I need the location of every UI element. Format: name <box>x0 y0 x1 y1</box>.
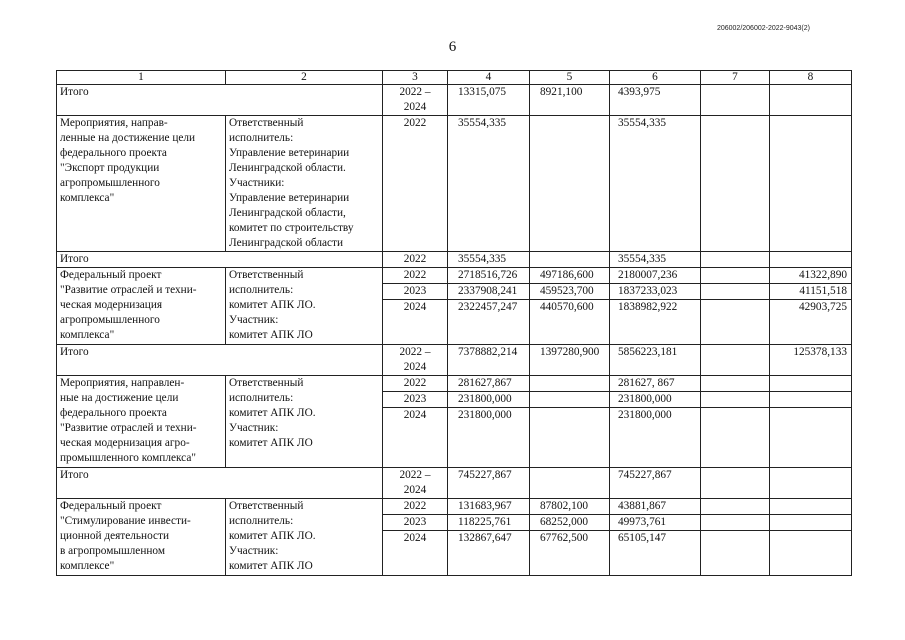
value-cell <box>770 499 852 515</box>
year-cell: 2024 <box>383 408 448 468</box>
value-cell <box>770 392 852 408</box>
value-cell: 131683,967 <box>448 499 530 515</box>
value-cell: 281627, 867 <box>610 376 701 392</box>
value-cell <box>770 85 852 116</box>
executor-cell: Ответственный исполнитель: комитет АПК ЛО. Участник: комитет АПК ЛО <box>226 499 383 576</box>
project-label: Федеральный проект "Стимулирование инвести- ционной деятельности в агропромышленном комплексе" <box>57 499 226 576</box>
header-cell: 2 <box>226 71 383 85</box>
value-cell <box>701 499 770 515</box>
executor-cell: Ответственный исполнитель: Управление ветеринарии Ленинградской области. Участники: Управление ветеринарии Ленинградской области, комитет по строительству Ленинградской области <box>226 116 383 252</box>
total-label: Итого <box>57 345 383 376</box>
value-cell: 497186,600 <box>530 268 610 284</box>
year-cell: 2023 <box>383 515 448 531</box>
header-cell: 6 <box>610 71 701 85</box>
executor-cell: Ответственный исполнитель: комитет АПК ЛО. Участник: комитет АПК ЛО <box>226 376 383 468</box>
value-cell <box>530 376 610 392</box>
table-row <box>57 116 852 252</box>
value-cell <box>701 284 770 300</box>
year-cell: 2022 <box>383 268 448 284</box>
table-row <box>57 499 852 515</box>
value-cell: 8921,100 <box>530 85 610 116</box>
year-cell: 2022 <box>383 376 448 392</box>
value-cell <box>530 468 610 499</box>
value-cell: 49973,761 <box>610 515 701 531</box>
value-cell: 2337908,241 <box>448 284 530 300</box>
value-cell <box>770 531 852 576</box>
value-cell: 5856223,181 <box>610 345 701 376</box>
document-registration-code: 206002/206002-2022-9043(2) <box>716 25 810 32</box>
value-cell <box>701 345 770 376</box>
activity-label: Мероприятия, направлен- ные на достижение цели федерального проекта "Развитие отраслей и техни- ческая модернизация агро- промышленного комплекса" <box>57 376 226 468</box>
value-cell: 87802,100 <box>530 499 610 515</box>
header-cell: 7 <box>701 71 770 85</box>
value-cell: 1837233,023 <box>610 284 701 300</box>
value-cell: 35554,335 <box>448 116 530 252</box>
value-cell <box>770 515 852 531</box>
value-cell: 231800,000 <box>448 392 530 408</box>
value-cell <box>701 252 770 268</box>
year-cell: 2022 – 2024 <box>383 345 448 376</box>
page-number: 6 <box>448 39 457 55</box>
value-cell: 2718516,726 <box>448 268 530 284</box>
value-cell: 231800,000 <box>610 408 701 468</box>
value-cell: 65105,147 <box>610 531 701 576</box>
year-cell: 2024 <box>383 531 448 576</box>
value-cell: 13315,075 <box>448 85 530 116</box>
value-cell: 43881,867 <box>610 499 701 515</box>
table-row <box>57 252 852 268</box>
table-row <box>57 85 852 116</box>
activity-label: Мероприятия, направ- ленные на достижение цели федерального проекта "Экспорт продукции агропромышленного комплекса" <box>57 116 226 252</box>
project-label: Федеральный проект "Развитие отраслей и техни- ческая модернизация агропромышленного комплекса" <box>57 268 226 345</box>
value-cell: 281627,867 <box>448 376 530 392</box>
value-cell <box>770 408 852 468</box>
value-cell: 42903,725 <box>770 300 852 345</box>
value-cell: 35554,335 <box>610 116 701 252</box>
table-row <box>57 468 852 499</box>
year-cell: 2024 <box>383 300 448 345</box>
value-cell: 4393,975 <box>610 85 701 116</box>
value-cell <box>701 408 770 468</box>
header-cell: 5 <box>530 71 610 85</box>
year-cell: 2022 <box>383 252 448 268</box>
value-cell: 41151,518 <box>770 284 852 300</box>
value-cell: 125378,133 <box>770 345 852 376</box>
value-cell: 2322457,247 <box>448 300 530 345</box>
value-cell: 35554,335 <box>610 252 701 268</box>
budget-table <box>56 70 852 576</box>
value-cell <box>701 268 770 284</box>
table-row <box>57 268 852 284</box>
value-cell <box>770 376 852 392</box>
total-label: Итого <box>57 468 383 499</box>
value-cell: 7378882,214 <box>448 345 530 376</box>
value-cell: 459523,700 <box>530 284 610 300</box>
year-cell: 2023 <box>383 284 448 300</box>
table-row <box>57 345 852 376</box>
value-cell: 1838982,922 <box>610 300 701 345</box>
value-cell <box>701 300 770 345</box>
value-cell <box>530 408 610 468</box>
value-cell: 2180007,236 <box>610 268 701 284</box>
year-cell: 2022 – 2024 <box>383 85 448 116</box>
value-cell: 231800,000 <box>610 392 701 408</box>
total-label: Итого <box>57 85 383 116</box>
value-cell <box>770 116 852 252</box>
value-cell: 68252,000 <box>530 515 610 531</box>
value-cell <box>770 252 852 268</box>
value-cell <box>701 376 770 392</box>
value-cell <box>770 468 852 499</box>
header-cell: 1 <box>57 71 226 85</box>
executor-cell: Ответственный исполнитель: комитет АПК ЛО. Участник: комитет АПК ЛО <box>226 268 383 345</box>
value-cell <box>701 85 770 116</box>
value-cell: 67762,500 <box>530 531 610 576</box>
value-cell: 1397280,900 <box>530 345 610 376</box>
value-cell: 132867,647 <box>448 531 530 576</box>
value-cell: 745227,867 <box>610 468 701 499</box>
value-cell: 118225,761 <box>448 515 530 531</box>
value-cell <box>701 468 770 499</box>
value-cell: 745227,867 <box>448 468 530 499</box>
year-cell: 2022 <box>383 116 448 252</box>
value-cell: 231800,000 <box>448 408 530 468</box>
value-cell: 41322,890 <box>770 268 852 284</box>
header-cell: 4 <box>448 71 530 85</box>
year-cell: 2022 <box>383 499 448 515</box>
value-cell <box>701 392 770 408</box>
value-cell <box>701 116 770 252</box>
value-cell <box>530 392 610 408</box>
value-cell <box>530 116 610 252</box>
value-cell: 440570,600 <box>530 300 610 345</box>
header-cell: 3 <box>383 71 448 85</box>
value-cell <box>701 515 770 531</box>
year-cell: 2022 – 2024 <box>383 468 448 499</box>
value-cell <box>530 252 610 268</box>
year-cell: 2023 <box>383 392 448 408</box>
value-cell <box>701 531 770 576</box>
table-row <box>57 376 852 392</box>
header-cell: 8 <box>770 71 852 85</box>
value-cell: 35554,335 <box>448 252 530 268</box>
header-row <box>57 71 852 85</box>
total-label: Итого <box>57 252 383 268</box>
